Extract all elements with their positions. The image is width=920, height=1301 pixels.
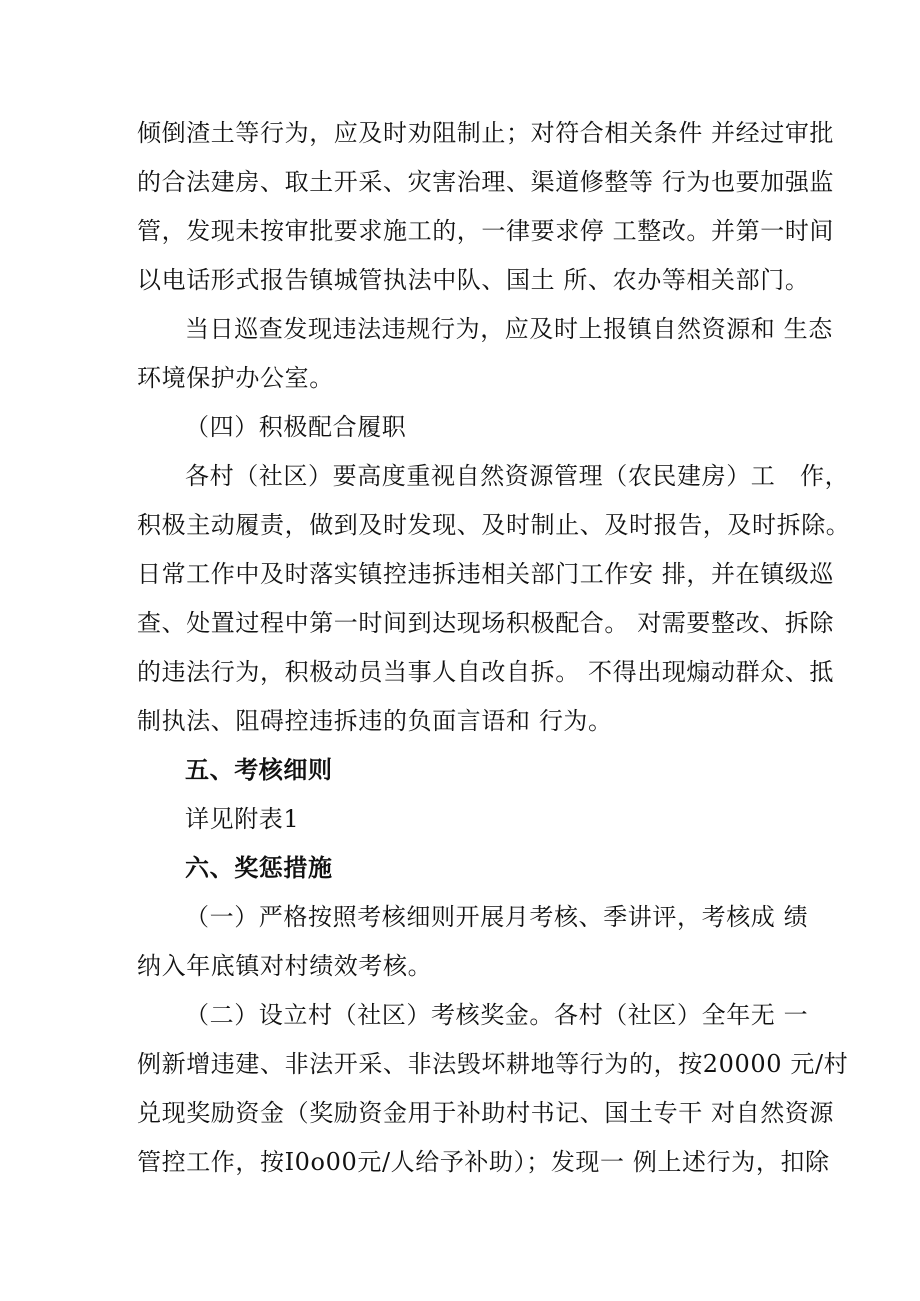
paragraph-line: 查、处置过程中第一时间到达现场积极配合。 对需要整改、拆除: [137, 609, 835, 637]
paragraph-line: 环境保护办公室。: [137, 364, 334, 392]
paragraph-line: 倾倒渣土等行为，应及时劝阻制止；对符合相关条件 并经过审批: [137, 119, 835, 147]
paragraph-line: 日常工作中及时落实镇控违拆违相关部门工作安 排，并在镇级巡: [137, 560, 835, 588]
section-heading: 五、考核细则: [185, 756, 333, 784]
paragraph-line: 各村（社区）要高度重视自然资源管理（农民建房）工 作，: [185, 462, 850, 490]
paragraph-line: 制执法、阻碍控违拆违的负面言语和 行为。: [137, 707, 613, 735]
paragraph-line: 积极主动履责，做到及时发现、及时制止、及时报告，及时拆除。: [137, 511, 851, 539]
paragraph-line: 当日巡查发现违法违规行为，应及时上报镇自然资源和 生态: [185, 315, 833, 343]
paragraph-line: 以电话形式报告镇城管执法中队、国土 所、农办等相关部门。: [137, 266, 810, 294]
paragraph-line: 的合法建房、取土开采、灾害治理、渠道修整等 行为也要加强监: [137, 168, 835, 196]
paragraph-line: 管，发现未按审批要求施工的，一律要求停 工整改。并第一时间: [137, 217, 835, 245]
paragraph-line: 管控工作，按I0o00元/人给予补助）；发现一 例上述行为，扣除: [137, 1148, 830, 1176]
paragraph-line: （二）设立村（社区）考核奖金。各村（社区）全年无 一: [185, 1001, 809, 1029]
paragraph-line: 兑现奖励资金（奖励资金用于补助村书记、国土专干 对自然资源: [137, 1099, 835, 1127]
paragraph-line: 详见附表1: [185, 805, 300, 833]
paragraph-line: （一）严格按照考核细则开展月考核、季讲评，考核成 绩: [185, 903, 809, 931]
subsection-heading: （四）积极配合履职: [185, 413, 407, 441]
section-heading: 六、奖惩措施: [185, 854, 333, 882]
paragraph-line: 纳入年底镇对村绩效考核。: [137, 952, 433, 980]
paragraph-line: 的违法行为，积极动员当事人自改自拆。 不得出现煽动群众、抵: [137, 658, 835, 686]
paragraph-line: 例新增违建、非法开采、非法毁坏耕地等行为的，按20000 元/村: [137, 1050, 849, 1078]
